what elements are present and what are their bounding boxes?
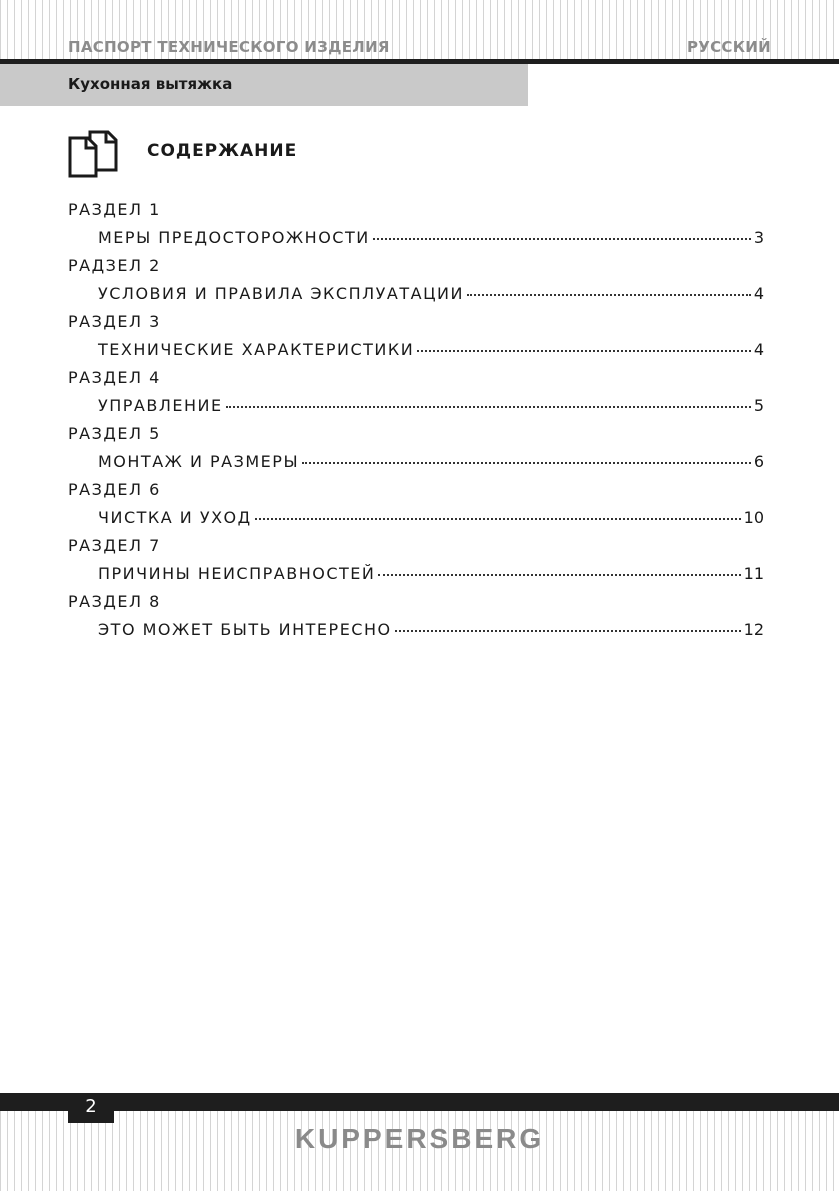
toc-entry[interactable] (68, 616, 764, 644)
toc-page-number: 5 (753, 396, 764, 415)
toc-entry-title: МОНТАЖ И РАЗМЕРЫ (98, 452, 300, 471)
toc-section-label: РАЗДЕЛ 5 (68, 424, 161, 443)
toc-entry-title: ЭТО МОЖЕТ БЫТЬ ИНТЕРЕСНО (98, 620, 392, 639)
toc-section-label: РАЗДЕЛ 4 (68, 368, 161, 387)
toc-entry-title: УПРАВЛЕНИЕ (98, 396, 223, 415)
toc-page-number: 3 (753, 228, 764, 247)
toc-entry[interactable] (68, 448, 764, 476)
toc-page-number: 10 (743, 508, 764, 527)
toc-entry[interactable] (68, 280, 764, 308)
toc-section-label: РАЗДЕЛ 1 (68, 200, 161, 219)
toc-entry[interactable] (68, 336, 764, 364)
page-number-box (68, 1093, 114, 1123)
contents-heading: СОДЕРЖАНИЕ (147, 141, 298, 161)
toc-page-number: 4 (753, 340, 764, 359)
toc-entry[interactable] (68, 392, 764, 420)
toc-entry-title: ЧИСТКА И УХОД (98, 508, 252, 527)
language-label: РУССКИЙ (686, 38, 771, 56)
toc-section-label: РАЗДЕЛ 7 (68, 536, 161, 555)
table-of-contents (68, 196, 764, 644)
toc-page-number: 11 (743, 564, 764, 583)
toc-dot-leader (417, 348, 751, 352)
documents-icon (68, 128, 124, 178)
toc-dot-leader (395, 628, 741, 632)
brand-logo: KUPPERSBERG (294, 1123, 545, 1154)
toc-page-number: 12 (743, 620, 764, 639)
toc-entry[interactable] (68, 504, 764, 532)
toc-dot-leader (302, 460, 751, 464)
toc-section-label: РАЗДЕЛ 6 (68, 480, 161, 499)
toc-dot-leader (255, 516, 741, 520)
toc-section-label: РАЗДЕЛ 8 (68, 592, 161, 611)
toc-page-number: 4 (753, 284, 764, 303)
toc-entry[interactable] (68, 560, 764, 588)
page-number: 2 (85, 1096, 97, 1117)
toc-dot-leader (467, 292, 751, 296)
toc-entry-title: ПРИЧИНЫ НЕИСПРАВНОСТЕЙ (98, 564, 376, 583)
toc-dot-leader (378, 572, 740, 576)
toc-entry[interactable] (68, 224, 764, 252)
toc-entry-title: УСЛОВИЯ И ПРАВИЛА ЭКСПЛУАТАЦИИ (98, 284, 464, 303)
toc-entry-title: МЕРЫ ПРЕДОСТОРОЖНОСТИ (98, 228, 370, 247)
toc-section-label: РАЗДЕЛ 3 (68, 312, 161, 331)
product-bar (0, 64, 528, 106)
toc-dot-leader (226, 404, 751, 408)
footer-rule (0, 1093, 839, 1111)
document-title: ПАСПОРТ ТЕХНИЧЕСКОГО ИЗДЕЛИЯ (68, 38, 390, 56)
toc-entry-title: ТЕХНИЧЕСКИЕ ХАРАКТЕРИСТИКИ (98, 340, 415, 359)
toc-section-label: РАДЗЕЛ 2 (68, 256, 161, 275)
toc-page-number: 6 (753, 452, 764, 471)
toc-dot-leader (373, 236, 751, 240)
product-title: Кухонная вытяжка (68, 75, 233, 93)
